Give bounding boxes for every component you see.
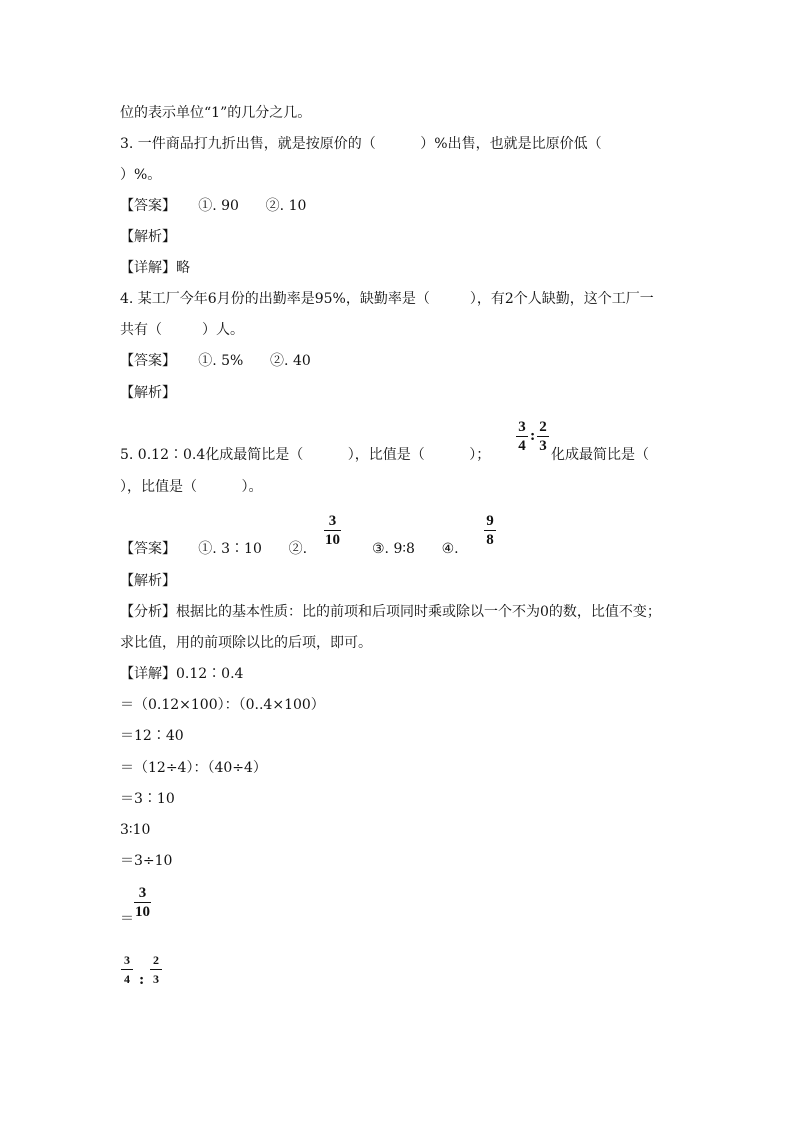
solution-step-5: ＝3∶10 [120,791,175,807]
ratio-colon-last: : [139,972,145,988]
solution-step-8-equals: ＝ [120,911,134,927]
answer-3: 【答案】 ①. 90 ②. 10 [120,198,307,214]
question-4-line-2: 共有（ ）人。 [120,322,245,338]
fraction-two-thirds: 2 3 [537,420,549,454]
question-3-line-2: ）%。 [120,167,162,183]
solution-step-4: ＝（12÷4）：（40÷4） [120,760,267,776]
question-5-line-1-right: 化成最简比是（ [551,447,649,463]
analysis-5-line-1: 【分析】根据比的基本性质：比的前项和后项同时乘或除以一个不为0的数，比值不变； [120,604,661,620]
question-3-line-1: 3. 一件商品打九折出售，就是按原价的（ ）%出售，也就是比原价低（ [120,136,602,152]
fraction-answer-9-8: 9 8 [484,514,496,548]
question-4-line-1: 4. 某工厂今年6月份的出勤率是95%，缺勤率是（ ），有2个人缺勤，这个工厂一 [120,291,654,307]
detail-3: 【详解】略 [120,260,190,276]
fraction-result-3-10: 3 10 [135,885,150,920]
solution-step-2: ＝（0.12×100）：（0..4×100） [120,697,325,713]
analysis-3-label: 【解析】 [120,229,176,245]
fraction-last-two-thirds: 2 3 [150,953,162,987]
fraction-last-three-quarters: 3 4 [121,953,133,987]
fraction-answer-3-10: 3 10 [325,513,340,548]
question-5-line-1-left: 5. 0.12∶0.4化成最简比是（ ），比值是（ ）； [120,447,491,463]
analysis-4-label: 【解析】 [120,385,176,401]
solution-step-6: 3∶10 [120,822,151,838]
analysis-5-label: 【解析】 [120,573,176,589]
solution-step-1: 【详解】0.12∶0.4 [120,666,244,682]
ratio-colon: : [530,428,536,444]
answer-5-part-1: 【答案】 ①. 3∶10 ②. [120,541,308,557]
answer-4: 【答案】 ①. 5% ②. 40 [120,353,311,369]
solution-step-3: ＝12∶40 [120,728,184,744]
answer-5-part-2: ③. 9∶8 ④. [372,541,459,557]
analysis-5-line-2: 求比值，用的前项除以比的后项，即可。 [120,635,372,651]
solution-step-7: ＝3÷10 [120,853,173,869]
question-5-line-2: ），比值是（ ）。 [120,479,263,495]
fraction-three-quarters: 3 4 [516,420,528,454]
line-unit-note: 位的表示单位“1”的几分之几。 [120,105,312,121]
